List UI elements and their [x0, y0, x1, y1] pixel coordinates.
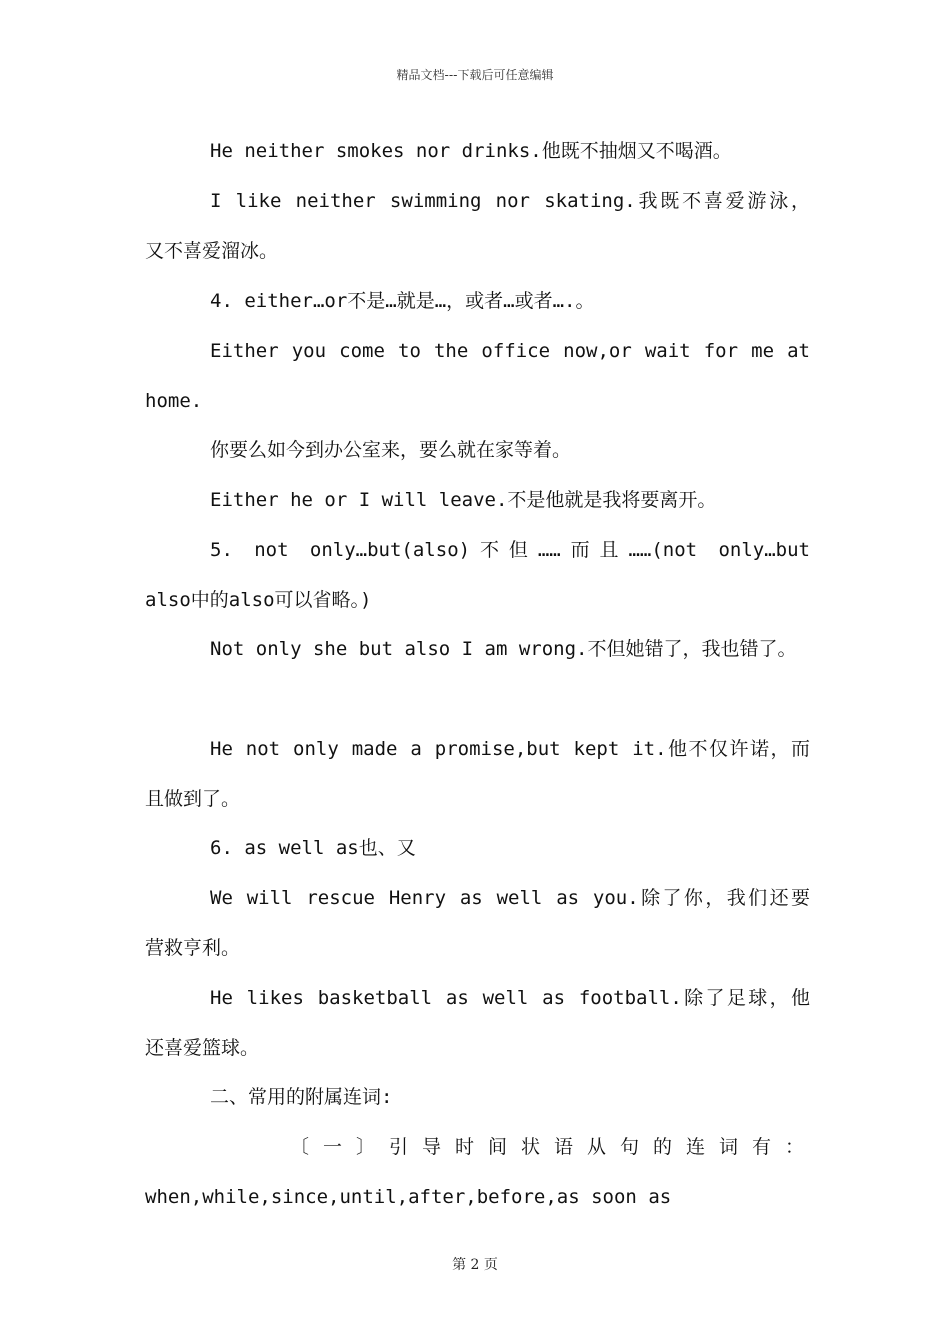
- text-line: 5. not only…but(also)不但……而且……(not only…but: [210, 539, 810, 561]
- text-line: also中的also可以省略。): [145, 589, 372, 611]
- text-line: Either he or I will leave.不是他就是我将要离开。: [210, 489, 717, 511]
- text-line: I like neither swimming nor skating.我既不喜爱游泳，: [210, 190, 810, 212]
- text-line: He likes basketball as well as football.除了足球，他: [210, 987, 810, 1009]
- text-line: Not only she but also I am wrong.不但她错了，我也错了。: [210, 638, 797, 660]
- text-line: home.: [145, 390, 203, 412]
- text-line: 又不喜爱溜冰。: [145, 240, 279, 262]
- page-header: 精品文档---下载后可任意编辑: [396, 68, 554, 82]
- section-heading: 二、常用的附属连词:: [210, 1086, 393, 1108]
- text-line: 还喜爱篮球。: [145, 1037, 260, 1059]
- text-line: 营救亨利。: [145, 937, 241, 959]
- text-line: 6. as well as也、又: [210, 837, 416, 859]
- text-line: Either you come to the office now,or wait for me at: [210, 340, 810, 362]
- text-line: 4. either…or不是…就是…，或者…或者….。: [210, 290, 595, 312]
- text-line: We will rescue Henry as well as you.除了你，我们还要: [210, 887, 810, 909]
- page-footer: 第 2 页: [452, 1257, 498, 1273]
- text-line: 你要么如今到办公室来，要么就在家等着。: [210, 439, 572, 461]
- text-line: He neither smokes nor drinks.他既不抽烟又不喝酒。: [210, 140, 732, 162]
- text-line: 且做到了。: [145, 788, 241, 810]
- subsection-heading: 〔一〕引导时间状语从句的连词有：: [290, 1136, 819, 1158]
- text-line: He not only made a promise,but kept it.他不仅许诺，而: [210, 738, 810, 760]
- text-line: when,while,since,until,after,before,as soon as: [145, 1186, 672, 1208]
